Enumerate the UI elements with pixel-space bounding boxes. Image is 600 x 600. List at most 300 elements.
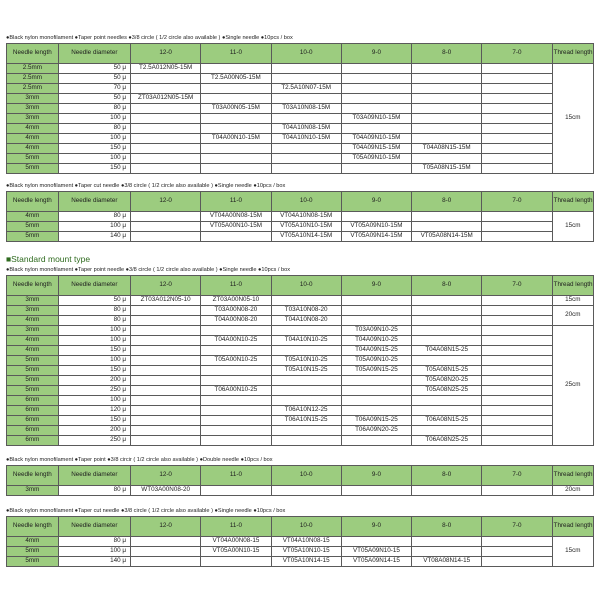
- size-group-header: 11-0: [201, 276, 271, 296]
- product-code-cell: [131, 104, 201, 114]
- needle-diameter-cell: 250 μ: [58, 386, 130, 396]
- needle-length-cell: 6mm: [7, 406, 59, 416]
- size-group-header: 12-0: [131, 192, 201, 212]
- product-code-cell: [482, 436, 552, 446]
- product-code-cell: VT05A10N10-15M: [271, 222, 341, 232]
- size-group-header: 9-0: [341, 192, 411, 212]
- needle-diameter-cell: 150 μ: [58, 164, 130, 174]
- product-code-cell: [482, 144, 552, 154]
- needle-length-cell: 5mm: [7, 557, 59, 567]
- product-code-cell: [201, 486, 271, 496]
- product-code-cell: T03A00N08-20: [201, 306, 271, 316]
- product-code-cell: T03A09N10-25: [341, 326, 411, 336]
- product-code-cell: [482, 416, 552, 426]
- table-row: [7, 64, 594, 74]
- product-code-cell: [482, 316, 552, 326]
- product-code-cell: [482, 296, 552, 306]
- thread-length-cell: 15cm: [552, 537, 593, 567]
- product-code-cell: [341, 406, 411, 416]
- product-code-cell: T03A10N08-15M: [271, 104, 341, 114]
- product-code-cell: [482, 547, 552, 557]
- product-code-cell: [201, 64, 271, 74]
- product-code-cell: [482, 94, 552, 104]
- product-code-cell: T03A10N08-20: [271, 306, 341, 316]
- thread-length-header: Thread length: [552, 44, 593, 64]
- needle-length-cell: 3mm: [7, 296, 59, 306]
- product-code-cell: [412, 104, 482, 114]
- product-code-cell: [131, 376, 201, 386]
- spec-table-5: [6, 516, 594, 567]
- product-code-cell: [201, 154, 271, 164]
- size-group-header: 12-0: [131, 276, 201, 296]
- product-code-cell: [131, 416, 201, 426]
- product-code-cell: [412, 74, 482, 84]
- product-code-cell: T05A09N10-15M: [341, 154, 411, 164]
- product-code-cell: ZT03A00N05-10: [201, 296, 271, 306]
- product-code-cell: [131, 406, 201, 416]
- product-code-cell: [341, 436, 411, 446]
- product-code-cell: VT05A09N14-15M: [341, 232, 411, 242]
- product-code-cell: [412, 396, 482, 406]
- product-code-cell: T06A08N15-25: [412, 416, 482, 426]
- table-row: [7, 74, 594, 84]
- size-group-header: 12-0: [131, 466, 201, 486]
- header-row: [7, 517, 594, 537]
- product-code-cell: VT05A09N14-15: [341, 557, 411, 567]
- product-code-cell: T06A00N10-25: [201, 386, 271, 396]
- product-code-cell: [482, 104, 552, 114]
- product-code-cell: [482, 212, 552, 222]
- product-code-cell: T04A10N08-20: [271, 316, 341, 326]
- product-code-cell: [482, 406, 552, 416]
- needle-diameter-cell: 100 μ: [58, 547, 130, 557]
- table-row: [7, 486, 594, 496]
- product-code-cell: [131, 154, 201, 164]
- thread-length-cell: 20cm: [552, 306, 593, 326]
- needle-diameter-cell: 80 μ: [58, 486, 130, 496]
- needle-length-cell: 6mm: [7, 416, 59, 426]
- product-code-cell: [131, 316, 201, 326]
- spec-table-4: [6, 465, 594, 496]
- product-code-cell: [201, 557, 271, 567]
- table-row: [7, 164, 594, 174]
- product-code-cell: [412, 124, 482, 134]
- product-code-cell: [201, 436, 271, 446]
- spec-table-3: [6, 275, 594, 446]
- product-code-cell: T04A09N15-25: [341, 346, 411, 356]
- product-code-cell: [482, 306, 552, 316]
- product-code-cell: [131, 436, 201, 446]
- table-row: [7, 232, 594, 242]
- size-group-header: 10-0: [271, 466, 341, 486]
- header-row: [7, 192, 594, 212]
- product-code-cell: T2.5A10N07-15M: [271, 84, 341, 94]
- product-code-cell: [341, 486, 411, 496]
- needle-length-cell: 6mm: [7, 396, 59, 406]
- table-row: [7, 366, 594, 376]
- table-row: [7, 386, 594, 396]
- needle-length-cell: 5mm: [7, 154, 59, 164]
- table-row: [7, 296, 594, 306]
- product-code-cell: [271, 144, 341, 154]
- product-code-cell: VT05A10N10-15: [271, 547, 341, 557]
- needle-diameter-cell: 50 μ: [58, 296, 130, 306]
- product-code-cell: VT04A00N08-15: [201, 537, 271, 547]
- product-code-cell: [271, 114, 341, 124]
- product-code-cell: [341, 386, 411, 396]
- product-code-cell: [412, 547, 482, 557]
- spec-table-1: [6, 43, 594, 174]
- size-group-header: 11-0: [201, 517, 271, 537]
- thread-length-header: Thread length: [552, 517, 593, 537]
- product-code-cell: [271, 94, 341, 104]
- product-code-cell: T04A00N08-20: [201, 316, 271, 326]
- size-group-header: 11-0: [201, 192, 271, 212]
- product-code-cell: T03A09N10-15M: [341, 114, 411, 124]
- product-code-cell: T05A08N15-15M: [412, 164, 482, 174]
- table-row: [7, 326, 594, 336]
- product-code-cell: [482, 336, 552, 346]
- product-code-cell: ZT03A012N05-10: [131, 296, 201, 306]
- product-code-cell: [412, 84, 482, 94]
- needle-length-cell: 4mm: [7, 212, 59, 222]
- product-code-cell: [131, 557, 201, 567]
- product-code-cell: [201, 84, 271, 94]
- size-group-header: 8-0: [412, 276, 482, 296]
- product-code-cell: T04A09N10-15M: [341, 134, 411, 144]
- product-code-cell: [201, 376, 271, 386]
- product-code-cell: T04A10N10-15M: [271, 134, 341, 144]
- product-code-cell: [201, 114, 271, 124]
- size-group-header: 10-0: [271, 44, 341, 64]
- header-row: [7, 44, 594, 64]
- needle-length-cell: 4mm: [7, 134, 59, 144]
- needle-length-cell: 2.5mm: [7, 64, 59, 74]
- size-group-header: 9-0: [341, 276, 411, 296]
- product-code-cell: [201, 144, 271, 154]
- product-code-cell: T2.5A012N05-15M: [131, 64, 201, 74]
- product-code-cell: [412, 94, 482, 104]
- product-code-cell: [201, 326, 271, 336]
- product-code-cell: T05A10N15-25: [271, 366, 341, 376]
- product-code-cell: VT05A08N14-15M: [412, 232, 482, 242]
- product-code-cell: T04A00N10-15M: [201, 134, 271, 144]
- product-code-cell: [201, 366, 271, 376]
- needle-diameter-cell: 100 μ: [58, 396, 130, 406]
- needle-diameter-cell: 150 μ: [58, 144, 130, 154]
- product-code-cell: T05A08N25-25: [412, 386, 482, 396]
- product-code-cell: T2.5A00N05-15M: [201, 74, 271, 84]
- product-code-cell: T04A08N15-25: [412, 346, 482, 356]
- product-code-cell: [482, 124, 552, 134]
- product-code-cell: T04A08N15-15M: [412, 144, 482, 154]
- needle-length-cell: 4mm: [7, 336, 59, 346]
- table-row: [7, 436, 594, 446]
- needle-length-header: Needle length: [7, 44, 59, 64]
- product-code-cell: [412, 356, 482, 366]
- product-code-cell: [482, 537, 552, 547]
- needle-diameter-cell: 120 μ: [58, 406, 130, 416]
- product-code-cell: [131, 144, 201, 154]
- product-code-cell: [201, 94, 271, 104]
- needle-length-cell: 4mm: [7, 144, 59, 154]
- product-code-cell: [482, 557, 552, 567]
- product-code-cell: [412, 154, 482, 164]
- needle-diameter-header: Needle diameter: [58, 276, 130, 296]
- product-code-cell: [412, 537, 482, 547]
- product-code-cell: [131, 134, 201, 144]
- needle-length-cell: 2.5mm: [7, 74, 59, 84]
- size-group-header: 8-0: [412, 517, 482, 537]
- product-code-cell: [412, 316, 482, 326]
- product-code-cell: [131, 164, 201, 174]
- needle-length-cell: 6mm: [7, 426, 59, 436]
- table-row: [7, 104, 594, 114]
- product-code-cell: [131, 306, 201, 316]
- product-code-cell: [201, 232, 271, 242]
- product-code-cell: [341, 124, 411, 134]
- product-code-cell: VT05A09N10-15M: [341, 222, 411, 232]
- product-code-cell: [131, 222, 201, 232]
- header-row: [7, 276, 594, 296]
- needle-diameter-cell: 80 μ: [58, 306, 130, 316]
- size-group-header: 12-0: [131, 517, 201, 537]
- product-code-cell: VT05A09N10-15: [341, 547, 411, 557]
- caption-table-3: ●Black nylon monofilament ●Taper point needle ●3/8 circle ( 1/2 circle also available ) ●Single needle ●10pcs / box: [6, 267, 290, 273]
- needle-diameter-cell: 150 μ: [58, 366, 130, 376]
- product-code-cell: [341, 164, 411, 174]
- table-row: [7, 396, 594, 406]
- table-row: [7, 84, 594, 94]
- header-row: [7, 466, 594, 486]
- product-code-cell: T06A09N15-25: [341, 416, 411, 426]
- needle-diameter-cell: 100 μ: [58, 356, 130, 366]
- product-code-cell: [341, 537, 411, 547]
- product-code-cell: WT03A00N08-20: [131, 486, 201, 496]
- thread-length-header: Thread length: [552, 276, 593, 296]
- size-group-header: 7-0: [482, 192, 552, 212]
- product-code-cell: [271, 64, 341, 74]
- product-code-cell: T06A10N15-25: [271, 416, 341, 426]
- needle-diameter-cell: 100 μ: [58, 336, 130, 346]
- needle-diameter-cell: 100 μ: [58, 326, 130, 336]
- product-code-cell: [412, 296, 482, 306]
- section-heading: ■Standard mount type: [6, 254, 91, 264]
- product-code-cell: [341, 316, 411, 326]
- size-group-header: 9-0: [341, 44, 411, 64]
- needle-diameter-cell: 70 μ: [58, 84, 130, 94]
- needle-diameter-cell: 80 μ: [58, 212, 130, 222]
- product-code-cell: [482, 84, 552, 94]
- needle-diameter-cell: 50 μ: [58, 64, 130, 74]
- needle-diameter-header: Needle diameter: [58, 192, 130, 212]
- thread-length-cell: 15cm: [552, 296, 593, 306]
- product-code-cell: T04A09N15-15M: [341, 144, 411, 154]
- product-code-cell: [341, 104, 411, 114]
- thread-length-cell: 15cm: [552, 212, 593, 242]
- size-group-header: 7-0: [482, 276, 552, 296]
- product-code-cell: [482, 222, 552, 232]
- needle-diameter-header: Needle diameter: [58, 466, 130, 486]
- needle-length-cell: 4mm: [7, 124, 59, 134]
- product-code-cell: [482, 346, 552, 356]
- product-code-cell: T04A00N10-25: [201, 336, 271, 346]
- product-code-cell: T05A10N10-25: [271, 356, 341, 366]
- product-code-cell: [341, 396, 411, 406]
- size-group-header: 9-0: [341, 517, 411, 537]
- needle-length-cell: 3mm: [7, 486, 59, 496]
- needle-length-header: Needle length: [7, 276, 59, 296]
- product-code-cell: [271, 346, 341, 356]
- product-code-cell: [482, 486, 552, 496]
- product-code-cell: T05A08N20-25: [412, 376, 482, 386]
- product-code-cell: [201, 426, 271, 436]
- needle-diameter-cell: 80 μ: [58, 537, 130, 547]
- needle-length-cell: 2.5mm: [7, 84, 59, 94]
- needle-length-cell: 4mm: [7, 537, 59, 547]
- product-code-cell: [131, 547, 201, 557]
- product-code-cell: VT04A10N08-15M: [271, 212, 341, 222]
- caption-table-2: ●Black nylon monofilament ●Taper cut needle ●3/8 circle ( 1/2 circle also available ) ●Single needle ●10pcs / box: [6, 183, 286, 189]
- table-row: [7, 144, 594, 154]
- product-code-cell: [482, 326, 552, 336]
- product-code-cell: T06A08N25-25: [412, 436, 482, 446]
- needle-length-cell: 3mm: [7, 306, 59, 316]
- product-code-cell: [412, 406, 482, 416]
- needle-length-cell: 6mm: [7, 436, 59, 446]
- product-code-cell: [482, 164, 552, 174]
- table-row: [7, 416, 594, 426]
- product-code-cell: [131, 396, 201, 406]
- size-group-header: 7-0: [482, 517, 552, 537]
- product-code-cell: [482, 64, 552, 74]
- product-code-cell: [201, 164, 271, 174]
- product-code-cell: [271, 154, 341, 164]
- needle-diameter-cell: 140 μ: [58, 557, 130, 567]
- product-code-cell: VT05A00N10-15: [201, 547, 271, 557]
- product-code-cell: [341, 74, 411, 84]
- size-group-header: 8-0: [412, 192, 482, 212]
- table-row: [7, 134, 594, 144]
- size-group-header: 10-0: [271, 276, 341, 296]
- needle-diameter-header: Needle diameter: [58, 517, 130, 537]
- needle-diameter-cell: 100 μ: [58, 134, 130, 144]
- needle-diameter-cell: 100 μ: [58, 154, 130, 164]
- product-code-cell: [131, 426, 201, 436]
- product-code-cell: [482, 426, 552, 436]
- product-code-cell: [201, 346, 271, 356]
- product-code-cell: [271, 426, 341, 436]
- needle-length-cell: 5mm: [7, 547, 59, 557]
- product-code-cell: VT04A00N08-15M: [201, 212, 271, 222]
- product-code-cell: [341, 212, 411, 222]
- product-code-cell: [482, 232, 552, 242]
- size-group-header: 11-0: [201, 466, 271, 486]
- needle-length-cell: 3mm: [7, 326, 59, 336]
- product-code-cell: [131, 356, 201, 366]
- needle-diameter-cell: 50 μ: [58, 74, 130, 84]
- product-code-cell: [271, 296, 341, 306]
- product-code-cell: [482, 356, 552, 366]
- product-code-cell: [131, 74, 201, 84]
- product-code-cell: [271, 164, 341, 174]
- product-code-cell: [412, 64, 482, 74]
- size-group-header: 7-0: [482, 466, 552, 486]
- thread-length-cell: 20cm: [552, 486, 593, 496]
- needle-diameter-cell: 150 μ: [58, 416, 130, 426]
- needle-diameter-cell: 80 μ: [58, 104, 130, 114]
- product-code-cell: VT04A10N08-15: [271, 537, 341, 547]
- product-code-cell: [131, 537, 201, 547]
- needle-diameter-cell: 80 μ: [58, 124, 130, 134]
- table-row: [7, 154, 594, 164]
- product-code-cell: [131, 346, 201, 356]
- needle-diameter-cell: 100 μ: [58, 114, 130, 124]
- table-row: [7, 537, 594, 547]
- needle-diameter-header: Needle diameter: [58, 44, 130, 64]
- product-code-cell: [341, 306, 411, 316]
- size-group-header: 7-0: [482, 44, 552, 64]
- needle-length-cell: 5mm: [7, 376, 59, 386]
- needle-diameter-cell: 250 μ: [58, 436, 130, 446]
- product-code-cell: [412, 426, 482, 436]
- needle-length-header: Needle length: [7, 466, 59, 486]
- table-row: [7, 94, 594, 104]
- table-row: [7, 316, 594, 326]
- size-group-header: 9-0: [341, 466, 411, 486]
- product-code-cell: T05A00N10-25: [201, 356, 271, 366]
- product-code-cell: [412, 306, 482, 316]
- needle-length-cell: 5mm: [7, 232, 59, 242]
- product-code-cell: [271, 376, 341, 386]
- needle-diameter-cell: 150 μ: [58, 346, 130, 356]
- table-row: [7, 547, 594, 557]
- table-row: [7, 346, 594, 356]
- product-code-cell: [201, 124, 271, 134]
- product-code-cell: [482, 366, 552, 376]
- needle-diameter-cell: 140 μ: [58, 232, 130, 242]
- product-code-cell: [131, 336, 201, 346]
- size-group-header: 10-0: [271, 192, 341, 212]
- size-group-header: 8-0: [412, 466, 482, 486]
- table-row: [7, 306, 594, 316]
- product-code-cell: [271, 436, 341, 446]
- product-code-cell: [482, 74, 552, 84]
- needle-diameter-cell: 200 μ: [58, 376, 130, 386]
- needle-length-cell: 3mm: [7, 104, 59, 114]
- product-code-cell: [412, 486, 482, 496]
- product-code-cell: T05A09N10-25: [341, 356, 411, 366]
- table-row: [7, 222, 594, 232]
- needle-diameter-cell: 50 μ: [58, 94, 130, 104]
- needle-length-cell: 5mm: [7, 386, 59, 396]
- needle-length-cell: 3mm: [7, 114, 59, 124]
- product-code-cell: [482, 154, 552, 164]
- product-code-cell: [131, 84, 201, 94]
- spec-table-2: [6, 191, 594, 242]
- product-code-cell: [482, 396, 552, 406]
- product-code-cell: [412, 212, 482, 222]
- size-group-header: 12-0: [131, 44, 201, 64]
- thread-length-header: Thread length: [552, 192, 593, 212]
- product-code-cell: [482, 376, 552, 386]
- product-code-cell: [131, 114, 201, 124]
- needle-length-cell: 5mm: [7, 366, 59, 376]
- thread-length-cell: 25cm: [552, 326, 593, 446]
- product-code-cell: [412, 222, 482, 232]
- table-row: [7, 406, 594, 416]
- size-group-header: 8-0: [412, 44, 482, 64]
